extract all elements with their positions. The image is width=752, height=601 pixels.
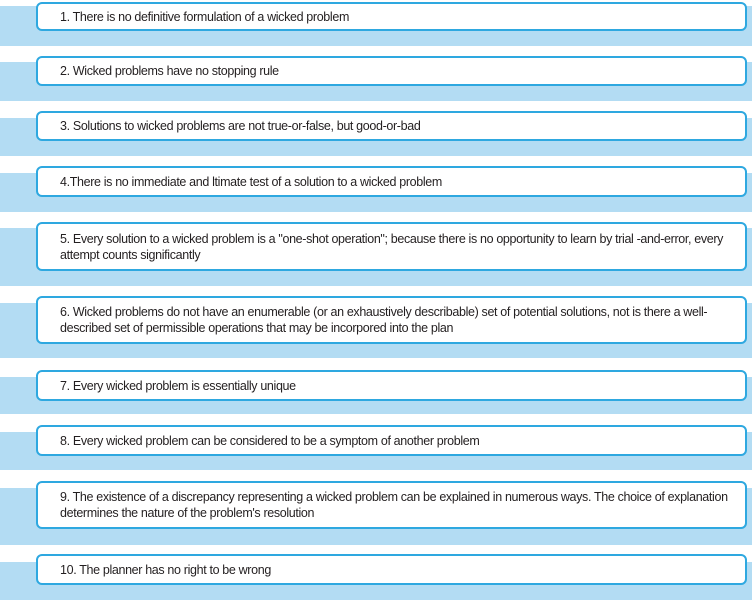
list-item-3 (36, 111, 747, 141)
list-item-2 (36, 56, 747, 86)
list-item-7 (36, 370, 747, 401)
list-item-6 (36, 296, 747, 344)
list-item-5 (36, 222, 747, 271)
item-10-text: 10. The planner has no right to be wrong (60, 562, 271, 577)
list-item-8 (36, 425, 747, 456)
item-9-text: 9. The existence of a discrepancy representing a wicked problem can be explained in numerous ways. The choice of explanation determines the nature of the problem's resolution (60, 490, 728, 520)
item-2-text: 2. Wicked problems have no stopping rule (60, 64, 279, 78)
item-7-text: 7. Every wicked problem is essentially unique (60, 378, 296, 393)
item-6-text: 6. Wicked problems do not have an enumerable (or an exhaustively describable) set of potential solutions, not is there a well-described set of permissible operations that may be incorpored into the plan (60, 305, 708, 335)
item-3-text: 3. Solutions to wicked problems are not true-or-false, but good-or-bad (60, 119, 421, 133)
item-4-text: 4.There is no immediate and ltimate test of a solution to a wicked problem (60, 174, 442, 189)
list-item-9 (36, 481, 747, 529)
item-5-text: 5. Every solution to a wicked problem is a "one-shot operation"; because there is no opportunity to learn by trial -and-error, every attempt counts significantly (60, 231, 724, 262)
list-item-4 (36, 166, 747, 197)
list-item-10 (36, 554, 747, 585)
item-1-text: 1. There is no definitive formulation of a wicked problem (60, 9, 350, 24)
item-8-text: 8. Every wicked problem can be considered to be a symptom of another problem (60, 433, 480, 448)
list-item-1 (36, 2, 747, 31)
